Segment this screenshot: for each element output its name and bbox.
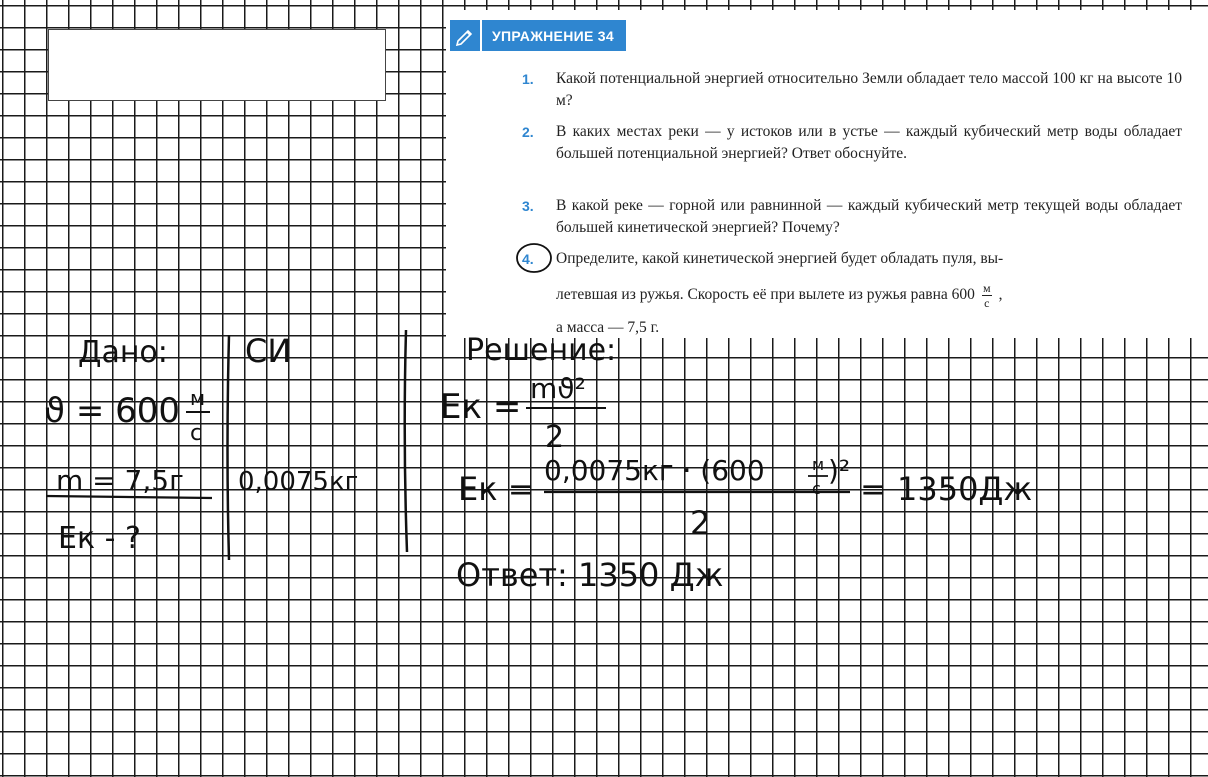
formula-denominator: 2 [545, 420, 565, 455]
task-text: В каких местах реки — у истоков или в устье — каждый кубический метр воды обладает большей потенциальной энергией? Ответ обоснуйте. [556, 123, 1182, 162]
unit-m: м [190, 386, 206, 410]
exercise-title: УПРАЖНЕНИЕ 34 [482, 20, 626, 51]
solution-title: Решение: [466, 333, 617, 368]
unit-s: с [190, 421, 203, 446]
task-number: 2. [522, 124, 534, 140]
task-number: 1. [522, 71, 534, 87]
task-text-line: Определите, какой кинетической энергией будет обладать пуля, вы- [556, 250, 1004, 267]
calc-unit-s: с [812, 479, 821, 498]
task-text-line: летевшая из ружья. Скорость её при вылете из ружья равна 600 [556, 286, 975, 304]
given-velocity: ϑ = 600 [44, 391, 181, 431]
task-number: 4. [522, 251, 534, 267]
calc-numerator-end: )² [828, 454, 851, 487]
answer: Ответ: 1350 Дж [456, 556, 724, 594]
calc-numerator: 0,0075кг · (600 [544, 454, 765, 487]
formula-numerator: mϑ² [530, 372, 586, 405]
calc-result: = 1350Дж [860, 470, 1033, 508]
calc-unit-m: м [812, 455, 825, 474]
mass-si: 0,0075кг [238, 467, 359, 497]
task-text: В какой реке — горной или равнинной — каждый кубический метр текущей воды обладает большей кинетической энергией? Почему? [556, 197, 1182, 236]
unit-denominator: с [984, 296, 990, 310]
given-title: Дано: [78, 335, 168, 370]
si-title: СИ [245, 332, 292, 370]
task-number: 3. [522, 198, 534, 214]
task-text: Какой потенциальной энергией относительно Земли обладает тело массой 100 кг на высоте 10 м? [556, 70, 1182, 109]
given-mass: m = 7,5г [56, 464, 184, 497]
punctuation: , [998, 286, 1003, 304]
task-text-line: а масса — 7,5 г. [556, 319, 660, 336]
calc-lhs: Eк = [458, 470, 535, 508]
calc-denominator: 2 [690, 504, 711, 542]
find-energy: Eк - ? [58, 521, 141, 556]
unit-numerator: м [982, 281, 991, 295]
formula-lhs: Eк = [440, 387, 522, 427]
